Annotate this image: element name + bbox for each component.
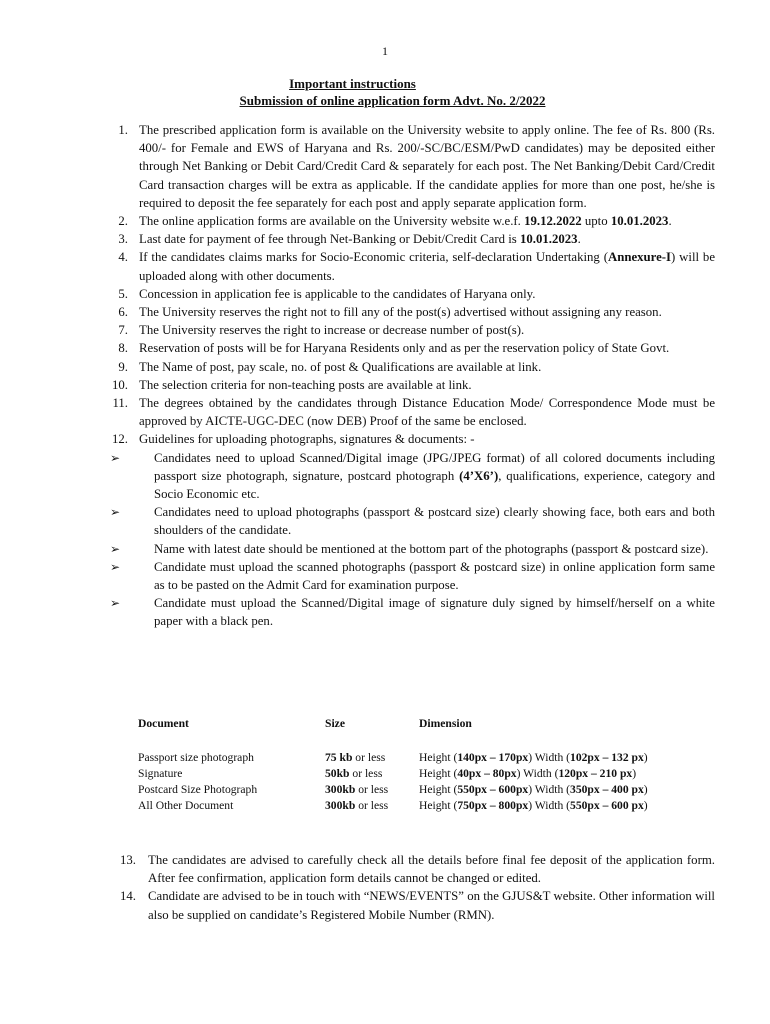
guideline-bullet <box>108 558 715 594</box>
item-text: The Name of post, pay scale, no. of post & Qualifications are available at link. <box>139 359 542 374</box>
list-item <box>108 303 715 321</box>
item-number: 5. <box>118 286 128 301</box>
postcard-size: (4’X6’) <box>459 468 499 483</box>
item-text: Last date for payment of fee through Net-Banking or Debit/Credit Card is <box>139 232 520 247</box>
cell-document: All Other Document <box>138 799 234 812</box>
cell-document: Signature <box>138 767 183 780</box>
closing-instructions-list <box>116 851 715 924</box>
list-item <box>108 321 715 339</box>
start-date: 19.12.2022 <box>524 214 582 229</box>
item-number: 8. <box>118 341 128 356</box>
list-item <box>108 121 715 212</box>
item-number: 12. <box>112 432 128 447</box>
cell-document: Postcard Size Photograph <box>138 783 258 796</box>
item-text: The degrees obtained by the candidates through Distance Education Mode/ Correspondence Mode must be approved by AICTE-UGC-DEC (now DEB) Proof of the same be enclosed. <box>139 396 715 429</box>
item-text: The University reserves the right not to fill any of the post(s) advertised without assigning any reason. <box>139 305 662 320</box>
table-row <box>138 798 689 814</box>
item-text: Concession in application fee is applicable to the candidates of Haryana only. <box>139 286 536 301</box>
list-item <box>108 230 715 248</box>
item-text: ) will be uploaded along with other documents. <box>139 250 715 283</box>
table-row <box>138 750 689 766</box>
list-item <box>116 887 715 923</box>
item-number: 14. <box>120 889 136 904</box>
cell-dimension: Height (750px – 800px) Width (550px – 600 px) <box>419 799 648 812</box>
last-date: 10.01.2023 <box>519 232 578 247</box>
bullet-text: Candidate must upload the Scanned/Digital image of signature duly signed by himself/herself on a white paper with a black pen. <box>154 596 715 629</box>
item-number: 9. <box>118 359 128 374</box>
item-number: 10. <box>112 377 128 392</box>
item-number: 1. <box>118 123 128 137</box>
list-item <box>108 430 715 448</box>
list-item <box>108 358 715 376</box>
item-text: The online application forms are available on the University website w.e.f. <box>139 214 525 229</box>
item-text: The prescribed application form is available on the University website to apply online. The fee of Rs. 800 (Rs. 400/- for Female and EWS of Haryana and Rs. 200/-SC/BC/ESM/PwD candidates) may be deposited either through Net Banking or Debit Card/Credit Card & separately for each post. The Net Banking/Debit Card/Credit Card transaction charges will be extra as applicable. If the candidate applies for more than one post, he/she is required to deposit the fee separately for each post and apply separate application form. <box>139 123 715 210</box>
item-number: 2. <box>118 214 128 229</box>
list-item <box>108 248 715 284</box>
bullet-text: Candidates need to upload Scanned/Digital image (JPG/JPEG format) of all colored documents including passport size photograph, signature, postcard photograph <box>154 450 715 483</box>
cell-document: Passport size photograph <box>138 751 254 764</box>
cell-size: 75 kb or less <box>325 751 386 764</box>
item-text: upto <box>581 214 611 229</box>
guideline-bullet <box>108 540 715 558</box>
item-text: . <box>577 232 581 247</box>
cell-dimension: Height (40px – 80px) Width (120px – 210 px) <box>419 767 637 780</box>
item-text: . <box>668 214 672 229</box>
arrow-bullet-icon: ➢ <box>109 559 121 574</box>
table-row <box>138 766 689 782</box>
cell-size: 300kb or less <box>325 783 389 796</box>
arrow-bullet-icon: ➢ <box>109 596 121 611</box>
page-title: Important instructions <box>289 76 416 91</box>
list-item <box>108 394 715 430</box>
header-size: Size <box>325 717 345 730</box>
header-document: Document <box>138 717 189 730</box>
item-text: Guidelines for uploading photographs, signatures & documents: - <box>139 432 475 447</box>
item-number: 3. <box>118 232 128 247</box>
list-item <box>108 339 715 357</box>
item-text: Reservation of posts will be for Haryana Residents only and as per the reservation policy of State Govt. <box>139 341 670 356</box>
guideline-bullet <box>108 594 715 630</box>
page-subtitle: Submission of online application form Advt. No. 2/2022 <box>239 93 546 108</box>
item-text: The selection criteria for non-teaching posts are available at link. <box>139 377 472 392</box>
cell-size: 50kb or less <box>325 767 383 780</box>
table-row <box>138 782 689 798</box>
page-number: 1 <box>382 44 388 58</box>
arrow-bullet-icon: ➢ <box>109 450 121 465</box>
cell-dimension: Height (140px – 170px) Width (102px – 132 px) <box>419 751 648 764</box>
item-number: 11. <box>112 396 128 411</box>
item-number: 4. <box>118 250 128 265</box>
list-item <box>108 212 715 230</box>
item-text: The candidates are advised to carefully check all the details before final fee deposit of the application form. After fee confirmation, application form details cannot be changed or edited. <box>148 853 715 886</box>
arrow-bullet-icon: ➢ <box>109 541 121 556</box>
item-text: If the candidates claims marks for Socio-Economic criteria, self-declaration Undertaking ( <box>139 250 608 265</box>
document-size-table <box>138 716 689 814</box>
header-dimension: Dimension <box>419 717 472 730</box>
item-number: 6. <box>118 305 128 320</box>
bullet-text: Name with latest date should be mentioned at the bottom part of the photographs (passport & postcard size). <box>154 541 709 556</box>
item-text: Candidate are advised to be in touch with “NEWS/EVENTS” on the GJUS&T website. Other information will also be supplied on candidate’s Registered Mobile Number (RMN). <box>148 889 715 922</box>
item-text: The University reserves the right to increase or decrease number of post(s). <box>139 323 525 338</box>
list-item <box>116 851 715 887</box>
item-number: 7. <box>118 323 128 338</box>
bullet-text: Candidates need to upload photographs (passport & postcard size) clearly showing face, both ears and both shoulders of the candidate. <box>154 505 715 538</box>
cell-size: 300kb or less <box>325 799 389 812</box>
instructions-list <box>108 121 715 631</box>
list-item <box>108 285 715 303</box>
list-item <box>108 376 715 394</box>
guideline-bullet <box>108 449 715 504</box>
guideline-bullet <box>108 503 715 539</box>
arrow-bullet-icon: ➢ <box>109 505 121 520</box>
table-header-row <box>138 716 689 750</box>
annexure-ref: Annexure-I <box>607 250 672 265</box>
item-number: 13. <box>120 853 136 867</box>
end-date: 10.01.2023 <box>610 214 669 229</box>
cell-dimension: Height (550px – 600px) Width (350px – 400 px) <box>419 783 648 796</box>
bullet-text: Candidate must upload the scanned photographs (passport & postcard size) in online application form same as to be pasted on the Admit Card for examination purpose. <box>154 559 715 593</box>
bullet-text: , qualifications, experience, category and Socio Economic etc. <box>154 468 715 502</box>
